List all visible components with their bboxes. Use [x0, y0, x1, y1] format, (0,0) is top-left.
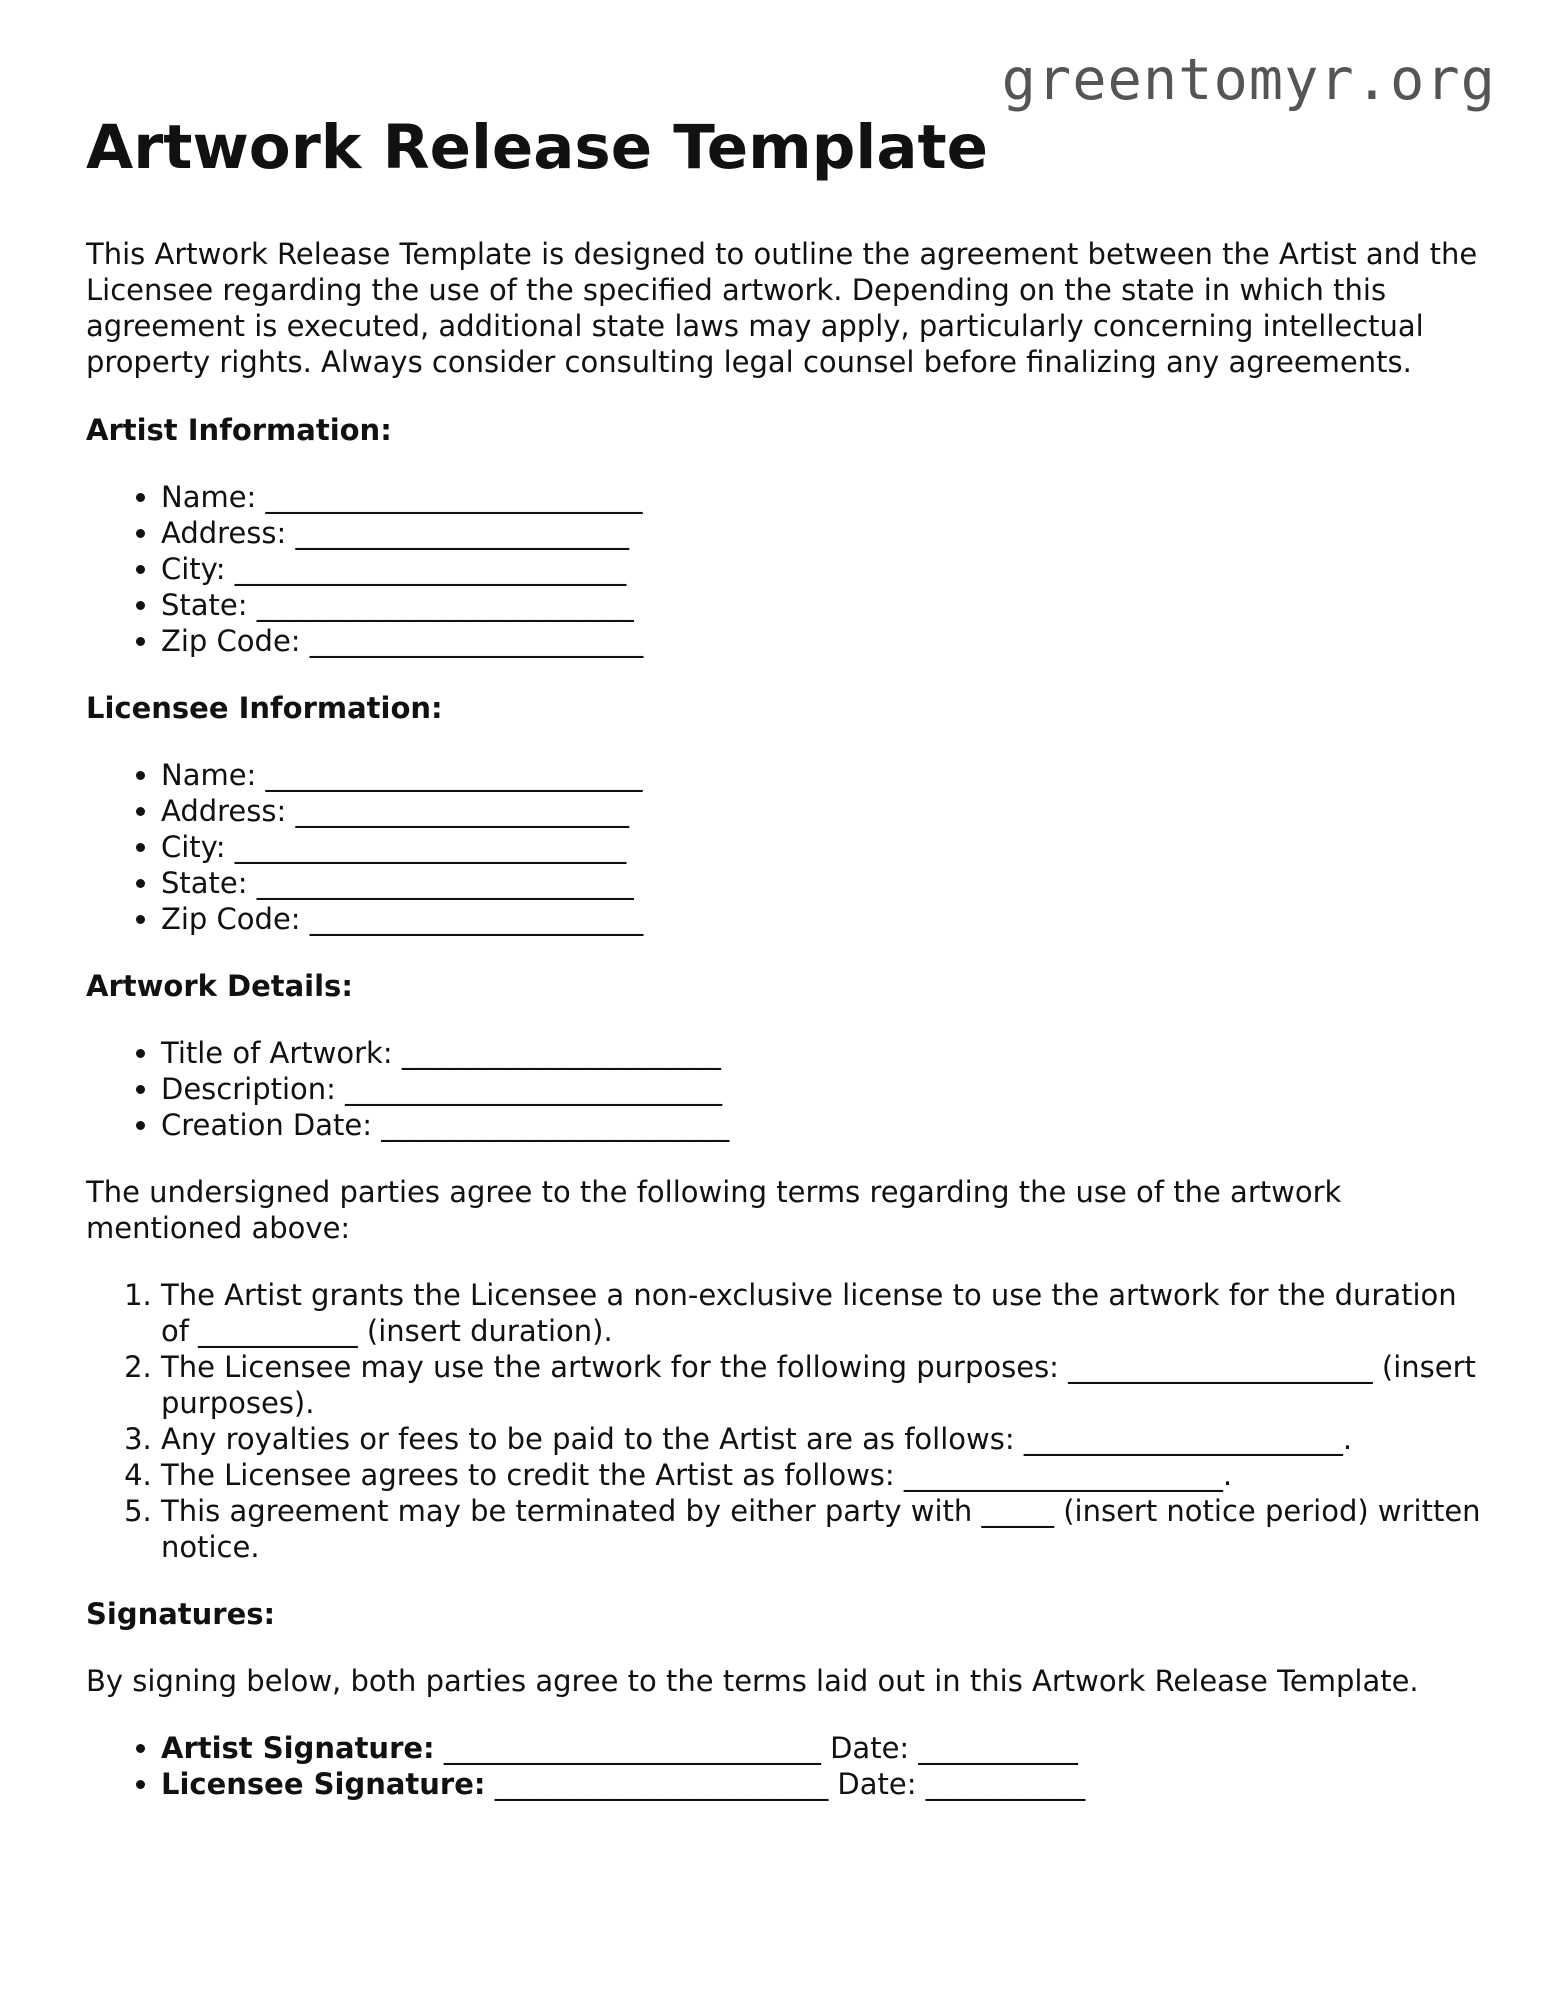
watermark: greentomyr.org	[1001, 47, 1496, 113]
term-item: 1. The Artist grants the Licensee a non-exclusive license to use the artwork for the duration of ___________ (insert duration).	[161, 1277, 1486, 1349]
artwork-details-list	[86, 1035, 1486, 1143]
artwork-title-field: • Title of Artwork: ______________________	[161, 1035, 1486, 1071]
signatures-heading: Signatures:	[86, 1597, 276, 1631]
artist-state-field: • State: __________________________	[161, 587, 1486, 623]
licensee-name-field: • Name: __________________________	[161, 757, 1486, 793]
artist-zip-field: • Zip Code: _______________________	[161, 623, 1486, 659]
licensee-zip-field: • Zip Code: _______________________	[161, 901, 1486, 937]
licensee-city-field: • City: ___________________________	[161, 829, 1486, 865]
artist-signature-label: Artist Signature:	[161, 1731, 435, 1765]
artwork-description-field: • Description: __________________________	[161, 1071, 1486, 1107]
document	[86, 112, 1486, 1833]
term-item: 3. Any royalties or fees to be paid to the Artist are as follows: ______________________.	[161, 1421, 1486, 1457]
artist-signature-blank: __________________________ Date: ___________	[434, 1731, 1078, 1765]
licensee-signature-blank: _______________________ Date: ___________	[485, 1767, 1086, 1801]
term-item: 5. This agreement may be terminated by either party with _____ (insert notice period) written notice.	[161, 1493, 1486, 1565]
terms-intro: The undersigned parties agree to the following terms regarding the use of the artwork mentioned above:	[86, 1175, 1342, 1245]
artwork-details-heading: Artwork Details:	[86, 969, 353, 1003]
term-item: 2. The Licensee may use the artwork for the following purposes: _____________________ (insert purposes).	[161, 1349, 1486, 1421]
licensee-address-field: • Address: _______________________	[161, 793, 1486, 829]
artist-signature-line	[161, 1730, 1486, 1766]
artist-info-heading: Artist Information:	[86, 413, 392, 447]
licensee-signature-label: Licensee Signature:	[161, 1767, 486, 1801]
artist-name-field: • Name: __________________________	[161, 479, 1486, 515]
term-item: 4. The Licensee agrees to credit the Artist as follows: ______________________.	[161, 1457, 1486, 1493]
artist-address-field: • Address: _______________________	[161, 515, 1486, 551]
terms-list	[86, 1277, 1486, 1565]
signatures-list	[86, 1730, 1486, 1802]
licensee-signature-line	[161, 1766, 1486, 1802]
licensee-info-list	[86, 757, 1486, 937]
page-title: Artwork Release Template	[86, 112, 989, 183]
licensee-info-heading: Licensee Information:	[86, 691, 443, 725]
intro-paragraph: This Artwork Release Template is designed to outline the agreement between the Artist and the Licensee regarding the use of the specified artwork. Depending on the state in which this agreement is executed, additional state laws may apply, particularly concerning intellectual property rights. Always consider consulting legal counsel before finalizing any agreements.	[86, 237, 1478, 379]
licensee-state-field: • State: __________________________	[161, 865, 1486, 901]
artwork-creation-date-field: • Creation Date: ________________________	[161, 1107, 1486, 1143]
artist-city-field: • City: ___________________________	[161, 551, 1486, 587]
signatures-intro: By signing below, both parties agree to the terms laid out in this Artwork Release Template.	[86, 1664, 1419, 1698]
artist-info-list	[86, 479, 1486, 659]
